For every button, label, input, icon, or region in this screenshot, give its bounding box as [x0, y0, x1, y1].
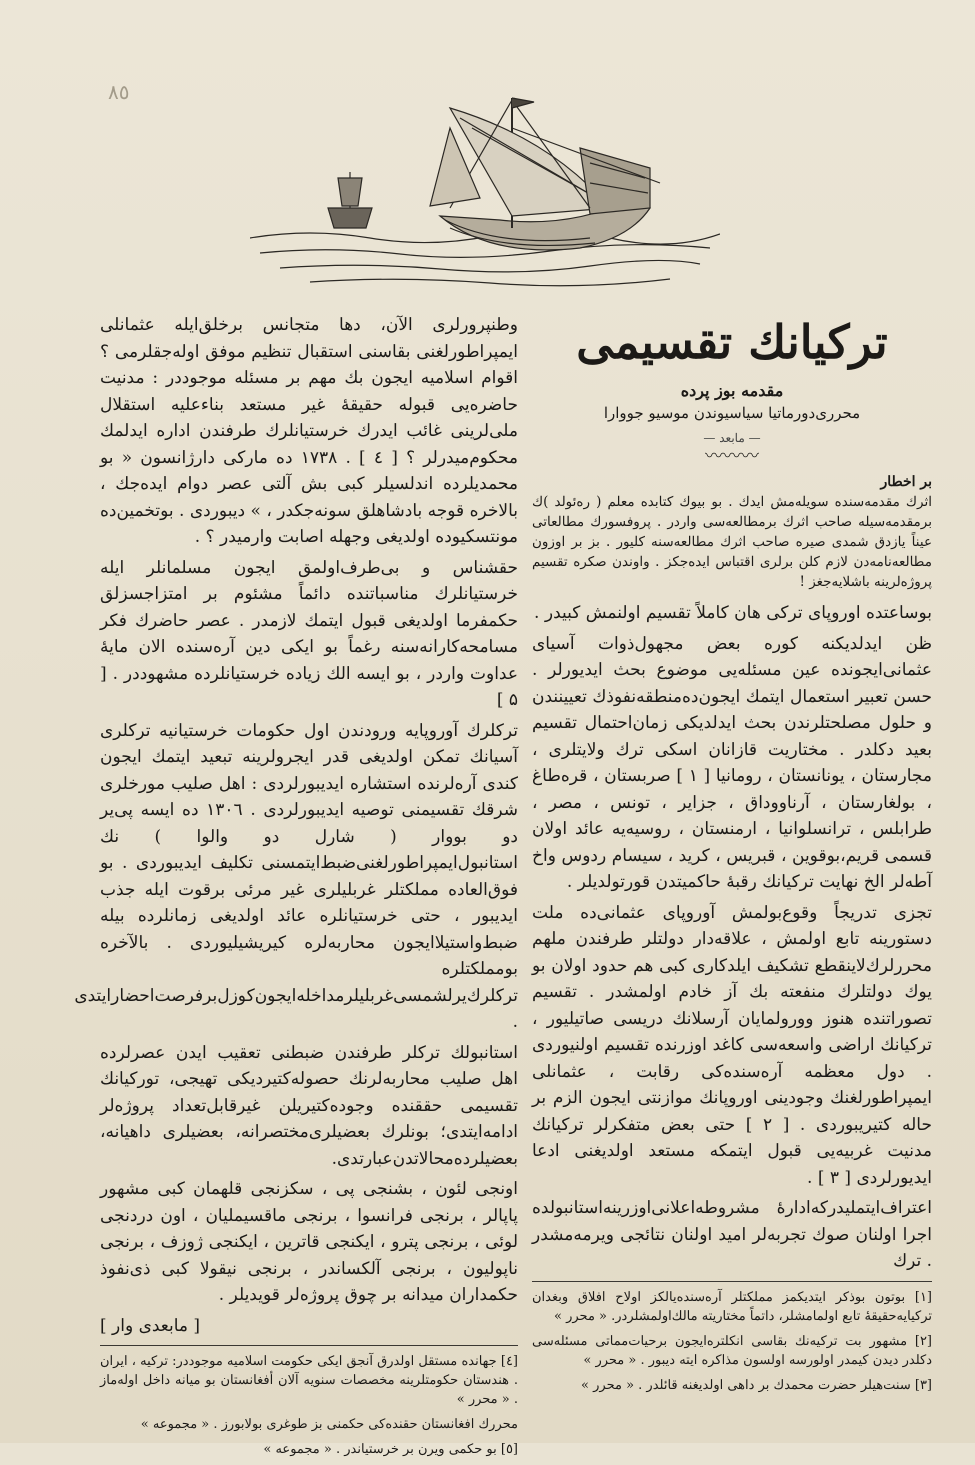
preface-heading: بر اخطار	[880, 474, 932, 490]
footnote: [۱] بوتون بوذکر ایتدیکمز مملکتلر آره‌سنده‌یالکز اولاح افلاق وبغدان ترکیایه‌حقیقهٔ تابع اولمامشلر، داتماً مختاریته مالك‌اولمشلردر. « محرر »	[532, 1289, 932, 1324]
paragraph: حقشناس و بی‌طرف‌اولمق ایجون مسلمانلر ایله خرستیانلرك مناسباتنده دائماً مشئوم بر امتزاجسزلق حکمفرما اولدیغی قبول ایتمك لازمدر . عصر حاضرك فکر مسامحه‌کارانه‌سنه رغماً بو ایکی دین آره‌سنده الان مایهٔ عداوت واردر ، بو ایسه الك زیاده خرستیانلرده مشهوددر . [ ۵ ]	[100, 557, 518, 710]
footnote-divider	[532, 1281, 932, 1282]
paragraph: ظن ایدلدیکنه کوره بعض مجهول‌ذوات آسیای عثمانی‌ایجونده عین مسئله‌یی موضوع بحث ایدیورلر . حسن تعبیر استعمال ایتمك ایجون‌ده‌منطقه‌نفوذك تعیینندن و حلول مصلحتلرندن بحث ایدلدیکی زمان‌احتمال تقسیم بعید دکلدر . مختاریت قازانان اسکی ترك ولایتلری ، مجارستان ، یونانستان ، رومانیا [ ۱ ] صربستان ، قره‌طاغ ، بولغارستان ، آرناووداق ، جزایر ، تونس ، مصر ، طرابلس ، ترانسلوانیا ، ارمنستان ، روسیه‌یه عائد اولان قسمی قریم،بوقوین ، قبریس ، کرید ، سیسام ردوس واخ آطه‌لر الخ نهایت ترکیانك رقبهٔ حاکمیتدن قورتولدیلر .	[532, 633, 932, 892]
paragraph: ترکلرك آوروپایه ورودندن اول حکومات خرستیانیه ترکلری آسیانك تمکن اولدیغی قدر ایجرولرینه تبعید ایتمك ایجون کندی آره‌لرنده استشاره ایدیبورلردی : اهل صلیب مورخلری شرقك تقسیمنی توصیه ایدیبورلردی . ۱۳۰٦ ده ایسه پی‌یر دو بووار ( شارل دو والوا ) نك استانبول‌ایمپراطورلغنی‌ضبط‌ایتمسنی تکلیف ایدیبوردی . بو فوق‌العاده مملکتلر غربلیلری غیر مرئی برقوت ایله جذب ایدیبور ، حتی خرستیانلره عائد اولدیغی زمانلرده بیله ضبط‌واستیلاایجون محاربه‌لره کیریشیلیوردی . بالآخره بومملکتلره ترکلرك‌یرلشمسی‌غربلیلر‌مداخله‌ایجون‌کوزل‌برفرصت‌احضارایتدی .	[74, 720, 518, 1032]
article-title: ترکیانك تقسیمی	[576, 315, 888, 369]
footnote: [٥] بو حکمی ویرن بر خرستیاندر . « مجموعه »	[263, 1442, 518, 1457]
left-column	[74, 312, 518, 1465]
preface-text: اثرك مقدمه‌سنده سویلەمش ایدك . بو بیوك کتابده معلم ( ره‌ئولد )ك برمقدمه‌سیله صاحب اثرك برمطالعه‌سی واردر . پروفسورك مطالعاتی عیناً یازدق شمدی صیره صاحب اثرك مطالعه‌سنه کلیور . بز بر اوزون مطالعه‌نامه‌دن لازم کلن برلری اقتباس ایده‌جکز . واوندن صکره تقسیم پروژه‌لرینه باشلایه‌جغز !	[532, 494, 932, 590]
paragraph: اعتراف‌ایتملیدرکه‌ادارهٔ مشروطه‌اعلانی‌اوزرینه‌استانبولده اجرا اولنان صوك تجربه‌لر امید اولنان نتائجی ویرمه‌مشدر . ترك	[532, 1198, 932, 1271]
footnote: [۳] سنت‌هیلر حضرت محمدك بر داهی اولدیغنه قائلدر . « محرر »	[581, 1377, 932, 1393]
sailing-ship-illustration	[250, 88, 720, 293]
paragraph: اونجی لئون ، بشنجی پی ، سکزنجی قلهمان کبی مشهور پاپالر ، برنجی فرانسوا ، برنجی ماقسیملیان ، اون دردنجی لوئی ، برنجی پترو ، ایکنجی قاترین ، ایکنجی ژوزف ، برنجی ناپولیون ، برنجی آلکساندر ، برنجی نیقولا کبی ذی‌نفوذ حکمداران میدانه بر چوق پروژه‌لر قویدیلر .	[100, 1179, 518, 1305]
paragraph: بوساعتده اوروپای ترکی هان کاملاً تقسیم اولنمش کبیدر .	[534, 603, 932, 623]
footnote: [۲] مشهور بت ترکیه‌نك بقاسی انکلتره‌ایجون برحیات‌مماتی مسئله‌سی دکلدر دیدن کیمدر اولورسه اولسون مذاکره ایته دیبور . « محرر »	[532, 1333, 932, 1368]
footnote: محررك افغانستان حقنده‌کی حکمنی بز طوغری بولابورز . « مجموعه »	[140, 1417, 518, 1432]
footnote: [٤] جهانده مستقل اولدرق آنجق ایکی حکومت اسلامیه موجوددر: ترکیه ، ایران . هندستان حکومتلرینه مخصصات سنویه آلان أفغانستان بو میانه داخل اوله‌ماز . « محرر »	[100, 1354, 518, 1407]
paragraph: استانبولك ترکلر طرفندن ضبطنی تعقیب ایدن عصرلرده اهل صلیب محاربه‌لرنك حصوله‌کتیردیکی تهیجی، تورکیانك تقسیمی حققنده وجوده‌کتیریلن غیرقابل‌تعداد پروژه‌لر ادامه‌ایتدی؛ بونلرك بعضیلری‌مختصرانه، بعضیلری داهیانه، بعضیلرده‌محالاتدن‌عبارتدی.	[100, 1042, 518, 1169]
continued-label: — مابعد —	[703, 431, 761, 445]
ornament: 〰〰〰	[705, 446, 759, 467]
page-number: ٨٥	[108, 80, 130, 104]
article-subtitle: مقدمه بوز پرده	[680, 381, 784, 400]
continued-marker: [ مابعدی وار ]	[100, 1315, 201, 1336]
paragraph: وطنپرورلری الآن، دها متجانس برخلق‌ایله عثمانلی ایمپراطورلغنی بقاسنی استقبال تنظیم موفق اوله‌جقلرمی ؟ اقوام اسلامیه ایجون بك مهم بر مسئله موجوددر : مدنیت حاضره‌یی قبوله حقیقهٔ غیر مستعد بناءعلیه استقلال ملی‌لرینی غائب ایدرك خرستیانلرك طرفندن اداره ایدلمك محکوم‌میدرلر ؟ [ ٤ ] . ۱۷۳۸ ده مارکی دارژانسون « بو محمدیلرده اندلسیلر کبی بش آلتی عصر دوام ایده‌جك ، بالاخره قوجه بادشاهلق سونه‌جکدر ، » دیبوردی . بوتخمین‌ده مونتسکیوده اولدیغی وجهله اصابت وارمیدر ؟ .	[100, 315, 518, 547]
right-column	[532, 300, 932, 1401]
author-line: محرری‌دورماتیا سیاسیوندن موسیو جووارا	[603, 404, 861, 422]
footnote-divider	[100, 1345, 518, 1346]
paragraph: تجزی تدریجاً وقوع‌بولمش آوروپای عثمانی‌ده ملت دستورینه تابع اولمش ، علاقه‌دار دولتلر طرفندن ملهم محررلرك‌لاینقطع تشکیف ایلدکاری کبی هم حدود اولان بو یوك دولتلرك منفعته بك آز خادم اولمشدر . تقسیم تصوراتنده هنوز وورولمایان آرسلانك دریسی صاتیلیور ، ترکیانك اراضی واسعه‌سی کاغد اوزرنده تقسیم اولنیوردی . دول معظمه آره‌سنده‌کی رقابت ، عثمانلی ایمپراطورلغنك وجودینی اوروپانك موازنتی ایجون الزم بر حاله کتیریبوردی . [ ۲ ] حتی بعض متفکرلر ترکیانك مدنیت غربیه‌یی قبول ایتمکه مستعد اولدیغنی ادعا ایدیورلردی [ ۳ ] .	[532, 902, 932, 1188]
